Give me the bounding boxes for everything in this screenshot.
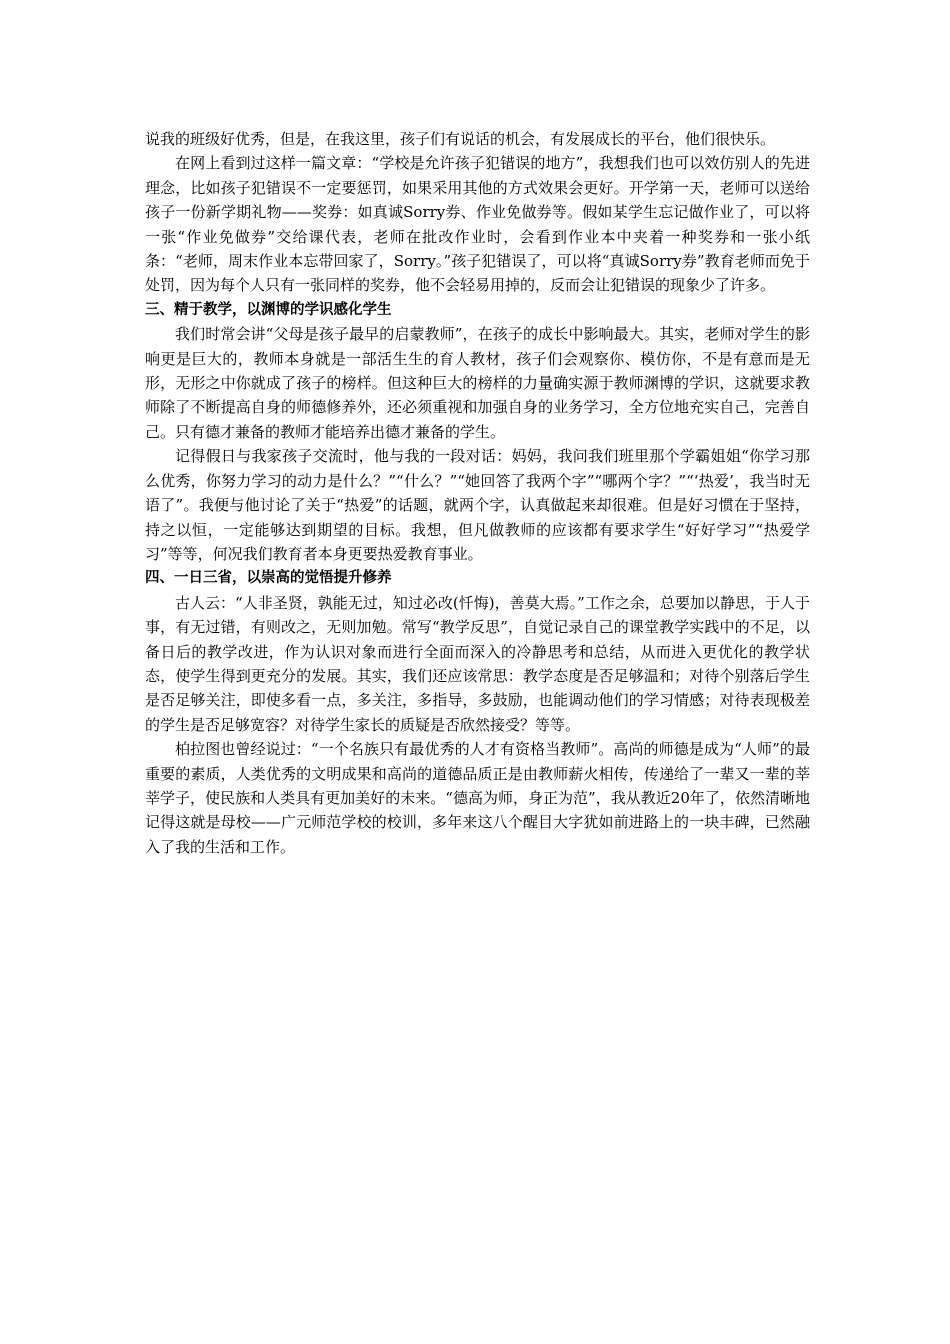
paragraph-dialogue: 记得假日与我家孩子交流时，他与我的一段对话：妈妈，我问我们班里那个学霸姐姐“你学习那么优秀，你努力学习的动力是什么？”“什么？”“她回答了我两个字”“哪两个字？”“‘热爱’，我当时无语了”。我便与他讨论了关于“热爱”的话题，就两个字，认真做起来却很难。但是好习惯在于坚持，持之以恒，一定能够达到期望的目标。我想，但凡做教师的应该都有要求学生“好好学习”“热爱学习”等等，何况我们教育者本身更要热爱教育事业。 [145,447,810,563]
paragraph-reflection: 古人云：“人非圣贤，孰能无过，知过必改(忏悔)，善莫大焉。”工作之余，总要加以静思，于人于事，有无过错，有则改之，无则加勉。常写“教学反思”，自觉记录自己的课堂教学实践中的不足，以备日后的教学改进，作为认识对象而进行全面而深入的冷静思考和总结，从而进入更优化的教学状态，使学生得到更充分的发展。其实，我们还应该常思：教学态度是否足够温和；对待个别落后学生是否足够关注，即使多看一点，多关注，多指导，多鼓励，也能调动他们的学习情感；对待表现极差的学生是否足够宽容？对待学生家长的质疑是否欣然接受？等等。 [145,593,810,734]
paragraph-plato: 柏拉图也曾经说过：“一个名族只有最优秀的人才有资格当教师”。高尚的师德是成为“人师”的最重要的素质，人类优秀的文明成果和高尚的道德品质正是由教师薪火相传，传递给了一辈又一辈的莘莘学子，使民族和人类具有更加美好的未来。“德高为师，身正为范”，我从教近20年了，依然清晰地记得这就是母校——广元师范学校的校训，多年来这八个醒目大字犹如前进路上的一块丰碑，已然融入了我的生活和工作。 [145,740,810,856]
paragraph-role-model: 我们时常会讲“父母是孩子最早的启蒙教师”，在孩子的成长中影响最大。其实，老师对学生的影响更是巨大的，教师本身就是一部活生生的育人教材，孩子们会观察你、模仿你，不是有意而是无形，无形之中你就成了孩子的榜样。但这种巨大的榜样的力量确实源于教师渊博的学识，这就要求教师除了不断提高自身的师德修养外，还必须重视和加强自身的业务学习，全方位地充实自己，完善自己。只有德才兼备的教师才能培养出德才兼备的学生。 [145,325,810,441]
document-body [145,127,810,859]
paragraph-reward-coupons: 在网上看到过这样一篇文章：“学校是允许孩子犯错误的地方”，我想我们也可以效仿别人的先进理念，比如孩子犯错误不一定要惩罚，如果采用其他的方式效果会更好。开学第一天，老师可以送给孩子一份新学期礼物——奖券：如真诚Sorry券、作业免做券等。假如某学生忘记做作业了，可以将一张“作业免做券”交给课代表，老师在批改作业时，会看到作业本中夹着一种奖券和一张小纸条：“老师，周末作业本忘带回家了，Sorry。”孩子犯错误了，可以将“真诚Sorry券”教育老师而免于处罚，因为每个人只有一张同样的奖券，他不会轻易用掉的，反而会让犯错误的现象少了许多。 [145,154,810,295]
paragraph-continuation: 说我的班级好优秀，但是，在我这里，孩子们有说话的机会，有发展成长的平台，他们很快乐。 [145,130,776,148]
section-heading-3: 三、精于教学，以渊博的学识感化学生 [145,301,392,318]
section-heading-4: 四、一日三省，以崇高的觉悟提升修养 [145,570,392,587]
